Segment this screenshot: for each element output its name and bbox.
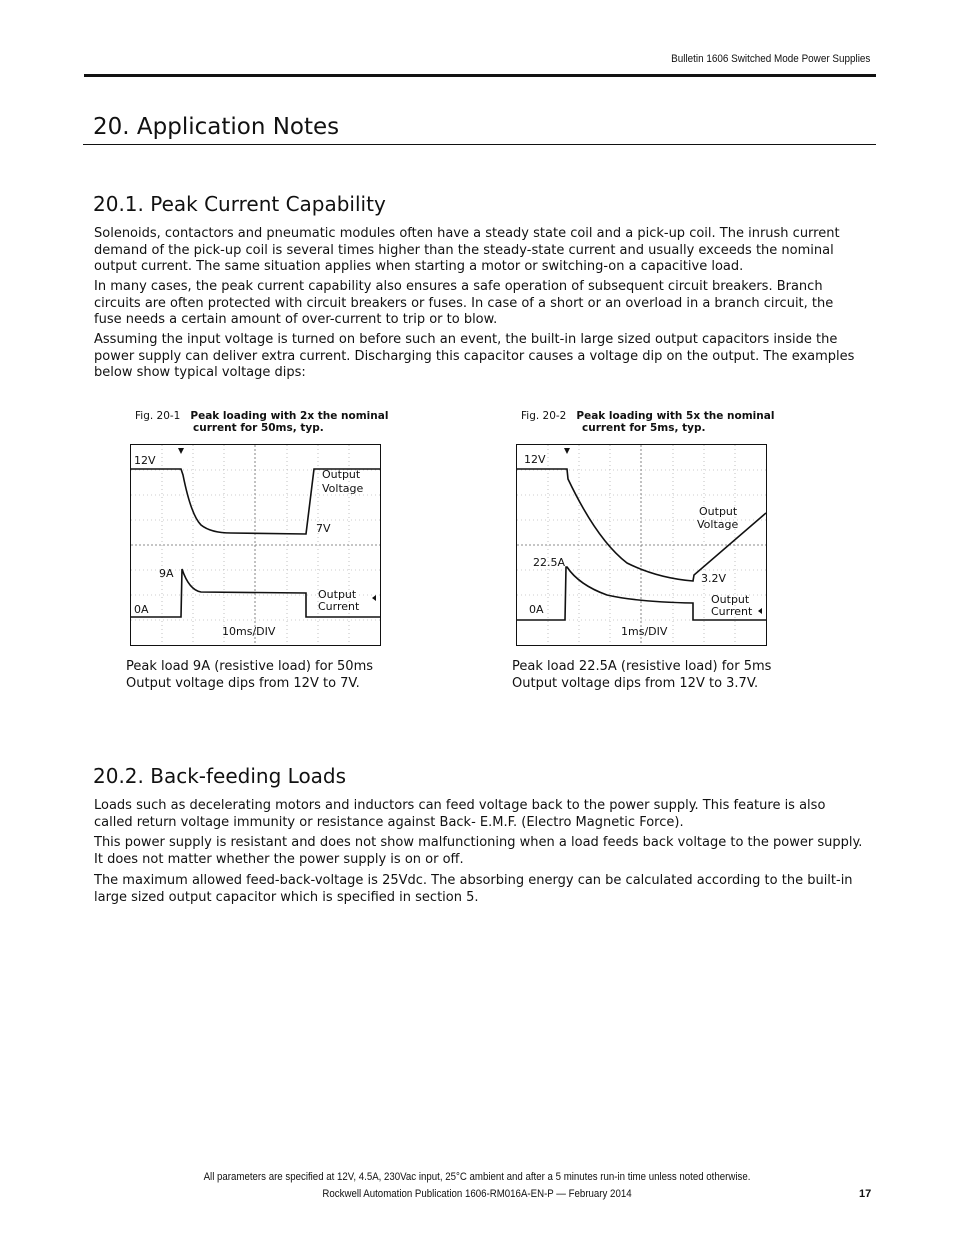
fig1-oscilloscope — [130, 444, 381, 646]
bulletin-header: Bulletin 1606 Switched Mode Power Supplies — [670, 53, 870, 65]
fig2-number: Fig. 20-2 — [521, 410, 567, 422]
fig1-label-7v: 7V — [316, 522, 331, 535]
fig1-label-output-voltage-2: Voltage — [322, 482, 364, 495]
subsection-title-backfeed: 20.2. Back-feeding Loads — [93, 764, 347, 788]
section-rule — [83, 144, 876, 145]
fig2-label-12v: 12V — [524, 453, 546, 466]
backfeed-paragraph-2: This power supply is resistant and does not show malfunctioning when a load feeds back voltage to the power supply. It does not matter whether the power supply is on or off. — [94, 835, 863, 867]
fig2-label-output-current-2: Current — [711, 605, 753, 618]
fig2-label-timebase: 1ms/DIV — [621, 625, 668, 638]
peak-paragraph-3: Assuming the input voltage is turned on before such an event, the built-in large sized output capacitors inside the power supply can deliver extra current. Discharging this capacitor causes a voltage dip on the output. The examples below show typical voltage dips: — [94, 332, 855, 380]
footer-note: All parameters are specified at 12V, 4.5A, 230Vac input, 25°C ambient and after a 5 minutes run-in time unless noted otherwise. — [203, 1171, 751, 1183]
fig2-title-2: current for 5ms, typ. — [582, 422, 706, 434]
fig1-description-1: Peak load 9A (resistive load) for 50ms — [126, 659, 374, 674]
fig2-label-output-voltage-1: Output — [699, 505, 738, 518]
peak-paragraph-2: In many cases, the peak current capability also ensures a safe operation of subsequent circuit breakers. Branch circuits are often protected with circuit breakers or fuses. In case of a short or an overload in a branch circuit, the fuse needs a certain amount of over-current to trip or to blow. — [94, 279, 834, 327]
fig2-current-ref-marker — [758, 608, 762, 614]
fig1-label-output-voltage-1: Output — [322, 468, 361, 481]
footer-publication: Rockwell Automation Publication 1606-RM016A-EN-P — February 2014 — [322, 1188, 632, 1200]
fig1-label-12v: 12V — [134, 454, 156, 467]
fig1-label-output-current-2: Current — [318, 600, 360, 613]
fig2-label-output-voltage-2: Voltage — [697, 518, 739, 531]
page-number: 17 — [859, 1188, 872, 1200]
fig1-title-1: Peak loading with 2x the nominal — [190, 410, 389, 422]
fig2-description-1: Peak load 22.5A (resistive load) for 5ms — [512, 659, 772, 674]
fig1-label-0a: 0A — [134, 603, 149, 616]
fig2-description — [512, 659, 771, 692]
subsection-title-peak: 20.1. Peak Current Capability — [93, 192, 386, 216]
fig1-label-timebase: 10ms/DIV — [222, 625, 276, 638]
fig2-label-output-current-1: Output — [711, 593, 750, 606]
fig1-label-output-current-1: Output — [318, 588, 357, 601]
fig2-title-1: Peak loading with 5x the nominal — [576, 410, 775, 422]
fig1-number: Fig. 20-1 — [135, 410, 181, 422]
fig1-description-2: Output voltage dips from 12V to 7V. — [126, 675, 360, 691]
fig2-caption — [521, 410, 774, 434]
fig1-label-9a: 9A — [159, 567, 174, 580]
backfeed-paragraph-1: Loads such as decelerating motors and inductors can feed voltage back to the power supply. This feature is also called return voltage immunity or resistance against Back- E.M.F. (Electro Magnetic Force). — [94, 798, 826, 830]
backfeed-paragraph-3: The maximum allowed feed-back-voltage is 25Vdc. The absorbing energy can be calculated according to the built-in large sized output capacitor which is specified in section 5. — [94, 873, 853, 905]
fig1-description — [126, 659, 373, 692]
peak-paragraph-1: Solenoids, contactors and pneumatic modules often have a steady state coil and a pick-up coil. The inrush current demand of the pick-up coil is several times higher than the steady-state current and usually exceeds the nominal output current. The same situation applies when starting a motor or switching-on a capacitive load. — [94, 226, 840, 274]
fig2-label-22-5a: 22.5A — [533, 556, 566, 569]
fig2-label-0a: 0A — [529, 603, 544, 616]
fig2-description-2: Output voltage dips from 12V to 3.7V. — [512, 675, 759, 691]
section-title: 20. Application Notes — [93, 114, 340, 140]
fig2-trigger-marker — [564, 448, 570, 454]
fig1-caption — [135, 410, 388, 434]
header-rule — [84, 74, 876, 77]
fig2-oscilloscope — [516, 444, 767, 646]
fig1-current-ref-marker — [372, 595, 376, 601]
fig2-label-3-2v: 3.2V — [701, 572, 727, 585]
fig1-trigger-marker — [178, 448, 184, 454]
fig1-title-2: current for 50ms, typ. — [193, 422, 324, 434]
